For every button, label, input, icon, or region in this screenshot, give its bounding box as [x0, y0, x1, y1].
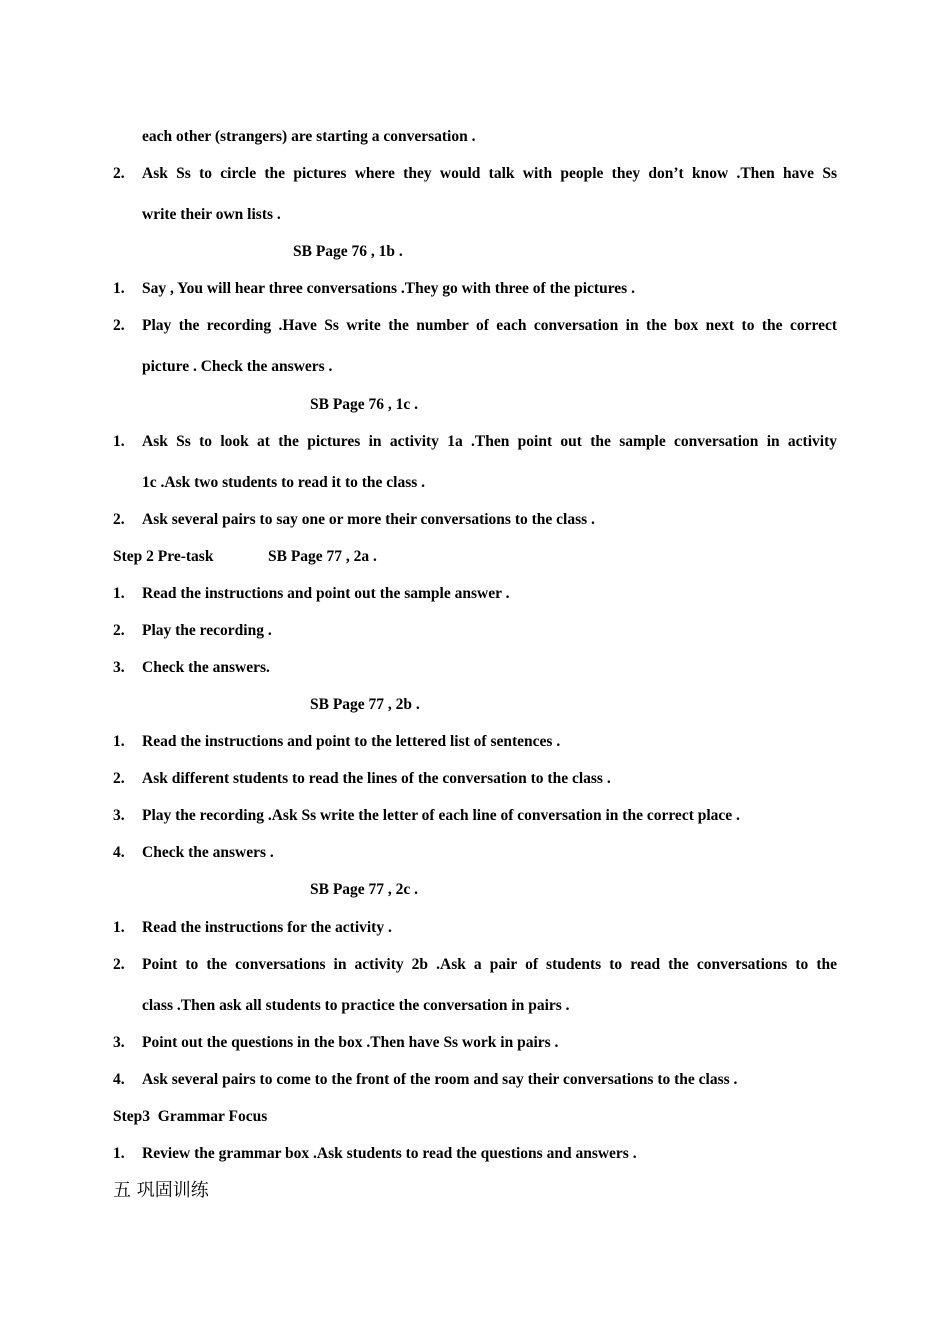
list-number: 1. [113, 733, 125, 750]
list-number: 3. [113, 659, 125, 676]
step-label: Step 2 Pre-task [113, 548, 214, 565]
list-number: 3. [113, 807, 125, 824]
line-text: Ask Ss to circle the pictures where they would talk with people they don’t know .Then have Ss [142, 165, 837, 182]
section-heading-chinese: 五 巩固训练 [113, 1180, 209, 1201]
list-number: 1. [113, 433, 125, 450]
line-text: picture . Check the answers . [142, 358, 333, 375]
heading-text: SB Page 76 , 1c . [310, 396, 419, 413]
section-heading [310, 695, 420, 715]
heading-text: SB Page 76 , 1b . [293, 243, 403, 260]
heading-text: SB Page 77 , 2c . [310, 881, 419, 898]
step-reference: SB Page 77 , 2a . [268, 548, 377, 565]
line-text: Read the instructions and point to the lettered list of sentences . [142, 733, 561, 750]
section-heading [293, 242, 403, 262]
line-text: write their own lists . [142, 206, 281, 223]
line-text: Play the recording .Have Ss write the number of each conversation in the box next to the correct [142, 317, 837, 334]
line-text: Ask Ss to look at the pictures in activity 1a .Then point out the sample conversation in activity [142, 433, 837, 450]
section-heading [310, 395, 418, 415]
line-text: 1c .Ask two students to read it to the class . [142, 474, 426, 491]
heading-text: SB Page 77 , 2b . [310, 696, 420, 713]
line-text: each other (strangers) are starting a conversation . [142, 128, 476, 145]
list-number: 3. [113, 1034, 125, 1051]
line-text: Ask several pairs to say one or more their conversations to the class . [142, 511, 595, 528]
step-label: Step3 Grammar Focus [113, 1108, 268, 1125]
list-number: 4. [113, 1071, 125, 1088]
list-number: 1. [113, 919, 125, 936]
line-text: Play the recording .Ask Ss write the letter of each line of conversation in the correct place . [142, 807, 740, 824]
list-number: 2. [113, 317, 125, 334]
list-number: 1. [113, 1145, 125, 1162]
line-text: class .Then ask all students to practice the conversation in pairs . [142, 997, 570, 1014]
list-number: 2. [113, 165, 125, 182]
line-text: Read the instructions for the activity . [142, 919, 392, 936]
line-text: Ask several pairs to come to the front of the room and say their conversations to the class . [142, 1071, 738, 1088]
line-text: Point to the conversations in activity 2b .Ask a pair of students to read the conversations to the [142, 956, 837, 973]
list-number: 2. [113, 511, 125, 528]
line-text: Review the grammar box .Ask students to read the questions and answers . [142, 1145, 637, 1162]
line-text: Check the answers. [142, 659, 270, 676]
line-text: Point out the questions in the box .Then have Ss work in pairs . [142, 1034, 559, 1051]
list-number: 4. [113, 844, 125, 861]
line-text: Play the recording . [142, 622, 272, 639]
list-number: 2. [113, 622, 125, 639]
list-number: 2. [113, 956, 125, 973]
section-heading [310, 880, 418, 900]
line-text: Check the answers . [142, 844, 274, 861]
list-number: 1. [113, 280, 125, 297]
line-text: Say , You will hear three conversations .They go with three of the pictures . [142, 280, 635, 297]
list-number: 2. [113, 770, 125, 787]
list-number: 1. [113, 585, 125, 602]
line-text: Read the instructions and point out the sample answer . [142, 585, 510, 602]
line-text: Ask different students to read the lines of the conversation to the class . [142, 770, 611, 787]
